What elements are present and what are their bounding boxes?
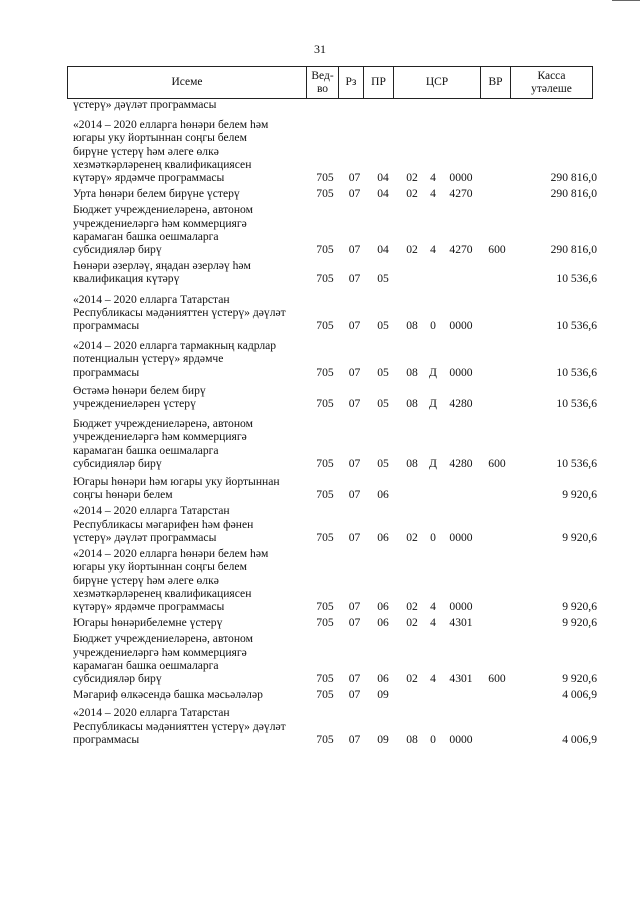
row-sum: 10 536,6 — [556, 365, 597, 379]
row-ved: 705 — [316, 732, 334, 746]
row-sum: 290 816,0 — [550, 171, 597, 185]
table-row — [73, 187, 603, 200]
row-vr: 600 — [488, 456, 506, 470]
table-row — [73, 259, 603, 285]
row-csr3: 0000 — [449, 319, 473, 333]
row-rz: 07 — [348, 616, 361, 630]
row-name: «2014 – 2020 елларга Татарстан Республикасы мәдәнияттен үстерү» дәүләт программасы — [73, 292, 286, 333]
row-csr2: 4 — [430, 243, 436, 257]
row-csr1: 02 — [406, 243, 418, 257]
budget-rows — [73, 98, 603, 746]
row-pr: 05 — [377, 456, 389, 470]
header-name: Исеме — [68, 67, 307, 99]
row-csr1: 02 — [406, 187, 418, 201]
row-csr1: 02 — [406, 530, 418, 544]
row-rz: 07 — [348, 456, 361, 470]
row-pr: 06 — [377, 616, 389, 630]
header-sum: Касса утәлеше — [511, 67, 593, 99]
table-row — [73, 203, 603, 256]
row-csr1: 08 — [406, 397, 418, 411]
row-csr2: 4 — [430, 616, 436, 630]
row-ved: 705 — [316, 488, 334, 502]
row-sum: 4 006,9 — [562, 732, 597, 746]
row-pr: 05 — [377, 319, 389, 333]
row-ved: 705 — [316, 397, 334, 411]
row-name: «2014 – 2020 елларга Татарстан Республикасы мәгарифен һәм фәнен үстерү» дәүләт программасы — [73, 504, 254, 544]
row-ved: 705 — [316, 456, 334, 470]
row-csr1: 08 — [406, 319, 418, 333]
row-name: Мәгариф өлкәсендә башка мәсьәләләр — [73, 688, 263, 702]
row-sum: 9 920,6 — [562, 488, 597, 502]
row-name: «2014 – 2020 елларга тармакның кадрлар потенциалын үстерү» ярдәмче программасы — [73, 339, 277, 379]
row-csr1: 02 — [406, 616, 418, 630]
row-ved: 705 — [316, 187, 334, 201]
row-ved: 705 — [316, 319, 334, 333]
row-sum: 290 816,0 — [550, 243, 597, 257]
table-row — [73, 632, 603, 685]
row-ved: 705 — [316, 530, 334, 544]
row-rz: 07 — [348, 688, 361, 702]
row-name: «2014 – 2020 елларга Татарстан Республикасы мәдәнияттен үстерү» дәүләт программасы — [73, 706, 286, 746]
row-name: Югары һөнәри һәм югары уку йортыннан соңгы һөнәри белем — [73, 475, 280, 502]
row-pr: 04 — [377, 187, 389, 201]
row-name: Һөнәри әзерләү, яңадан әзерләү һәм квалификация күтәрү — [73, 259, 251, 286]
row-ved: 705 — [316, 272, 334, 286]
row-sum: 9 920,6 — [562, 671, 597, 685]
row-rz: 07 — [348, 671, 361, 685]
table-row — [73, 547, 603, 613]
row-csr3: 4301 — [449, 671, 473, 685]
row-ved: 705 — [316, 171, 334, 185]
row-ved: 705 — [316, 365, 334, 379]
row-rz: 07 — [348, 530, 361, 544]
row-name: Урта һөнәри белем бирүне үстерү — [73, 187, 240, 201]
header-ved: Вед- во — [307, 67, 339, 99]
row-name: «2014 – 2020 елларга һөнәри белем һәм югары уку йортыннан соңгы белем бирүне үстерү һәм әлеге өлкә хезмәткәрләренең квалификациясен күтәрү» ярдәмче программасы — [73, 547, 269, 613]
row-name: Югары һөнәрибелемне үстерү — [73, 616, 223, 630]
row-csr3: 4270 — [449, 243, 473, 257]
row-pr: 04 — [377, 243, 389, 257]
row-pr: 09 — [377, 732, 389, 746]
row-sum: 290 816,0 — [550, 187, 597, 201]
table-row — [73, 384, 603, 410]
row-sum: 9 920,6 — [562, 599, 597, 613]
row-csr3: 0000 — [449, 171, 473, 185]
header-pr: ПР — [364, 67, 394, 99]
row-sum: 10 536,6 — [556, 397, 597, 411]
header-rz: Рз — [339, 67, 364, 99]
row-name: Өстәмә һөнәри белем бирү учреждениеләрен үстерү — [73, 383, 206, 411]
row-name: «2014 – 2020 елларга һөнәри белем һәм югары уку йортыннан соңгы белем бирүне үстерү һәм әлеге өлкә хезмәткәрләренең квалификациясен күтәрү» ярдәмче программасы — [73, 118, 269, 185]
table-row — [73, 98, 603, 111]
row-rz: 07 — [348, 319, 361, 333]
row-csr2: 0 — [430, 530, 436, 544]
row-rz: 07 — [348, 599, 361, 613]
row-ved: 705 — [316, 616, 334, 630]
table-row — [73, 616, 603, 629]
row-ved: 705 — [316, 688, 334, 702]
table-row — [73, 417, 603, 470]
row-csr3: 0000 — [449, 599, 473, 613]
row-pr: 05 — [377, 365, 389, 379]
row-csr2: 0 — [430, 732, 436, 746]
header-vr: ВР — [481, 67, 511, 99]
page-number: 31 — [314, 42, 326, 56]
row-csr2: 4 — [430, 599, 436, 613]
row-sum: 4 006,9 — [562, 688, 597, 702]
row-rz: 07 — [348, 171, 361, 185]
row-vr: 600 — [488, 671, 506, 685]
row-csr1: 08 — [406, 732, 418, 746]
row-csr3: 0000 — [449, 530, 473, 544]
row-ved: 705 — [316, 671, 334, 685]
row-rz: 07 — [348, 365, 361, 379]
row-sum: 10 536,6 — [556, 272, 597, 286]
row-csr3: 4280 — [449, 456, 473, 470]
row-pr: 04 — [377, 171, 389, 185]
row-ved: 705 — [316, 243, 334, 257]
row-csr1: 08 — [406, 365, 418, 379]
row-csr2: Д — [429, 456, 437, 470]
row-pr: 06 — [377, 488, 389, 502]
row-rz: 07 — [348, 397, 361, 411]
row-csr1: 02 — [406, 671, 418, 685]
row-csr3: 0000 — [449, 732, 473, 746]
row-pr: 09 — [377, 688, 389, 702]
table-row — [73, 504, 603, 544]
row-csr2: 0 — [430, 319, 436, 333]
row-name: үстерү» дәүләт программасы — [73, 98, 217, 111]
row-rz: 07 — [348, 488, 361, 502]
row-csr2: Д — [429, 397, 437, 411]
row-name: Бюджет учреждениеләренә, автоном учреждениеләргә һәм коммерциягә карамаган башка оешмаларга субсидияләр бирү — [73, 417, 253, 470]
row-sum: 9 920,6 — [562, 530, 597, 544]
row-pr: 06 — [377, 599, 389, 613]
row-name: Бюджет учреждениеләренә, автоном учреждениеләргә һәм коммерциягә карамаган башка оешмаларга субсидияләр бирү — [73, 632, 253, 685]
row-rz: 07 — [348, 732, 361, 746]
row-sum: 10 536,6 — [556, 456, 597, 470]
row-name: Бюджет учреждениеләренә, автоном учреждениеләргә һәм коммерциягә карамаган башка оешмаларга субсидияләр бирү — [73, 203, 253, 257]
row-pr: 06 — [377, 530, 389, 544]
row-csr2: Д — [429, 365, 437, 379]
row-csr1: 02 — [406, 599, 418, 613]
row-pr: 06 — [377, 671, 389, 685]
row-rz: 07 — [348, 243, 361, 257]
row-pr: 05 — [377, 397, 389, 411]
row-csr2: 4 — [430, 187, 436, 201]
row-csr3: 0000 — [449, 365, 473, 379]
row-csr1: 08 — [406, 456, 418, 470]
table-row — [73, 475, 603, 501]
row-rz: 07 — [348, 187, 361, 201]
row-csr1: 02 — [406, 171, 418, 185]
table-row — [73, 339, 603, 379]
table-row — [73, 293, 603, 333]
header-csr: ЦСР — [394, 67, 481, 99]
row-csr2: 4 — [430, 671, 436, 685]
row-ved: 705 — [316, 599, 334, 613]
row-csr3: 4270 — [449, 187, 473, 201]
row-pr: 05 — [377, 272, 389, 286]
table-row — [73, 706, 603, 746]
row-rz: 07 — [348, 272, 361, 286]
row-vr: 600 — [488, 243, 506, 257]
row-csr2: 4 — [430, 171, 436, 185]
row-sum: 9 920,6 — [562, 616, 597, 630]
table-row — [73, 118, 603, 184]
table-header — [67, 66, 593, 99]
corner-mark — [612, 0, 640, 4]
row-csr3: 4280 — [449, 397, 473, 411]
table-row — [73, 688, 603, 701]
row-csr3: 4301 — [449, 616, 473, 630]
row-sum: 10 536,6 — [556, 319, 597, 333]
